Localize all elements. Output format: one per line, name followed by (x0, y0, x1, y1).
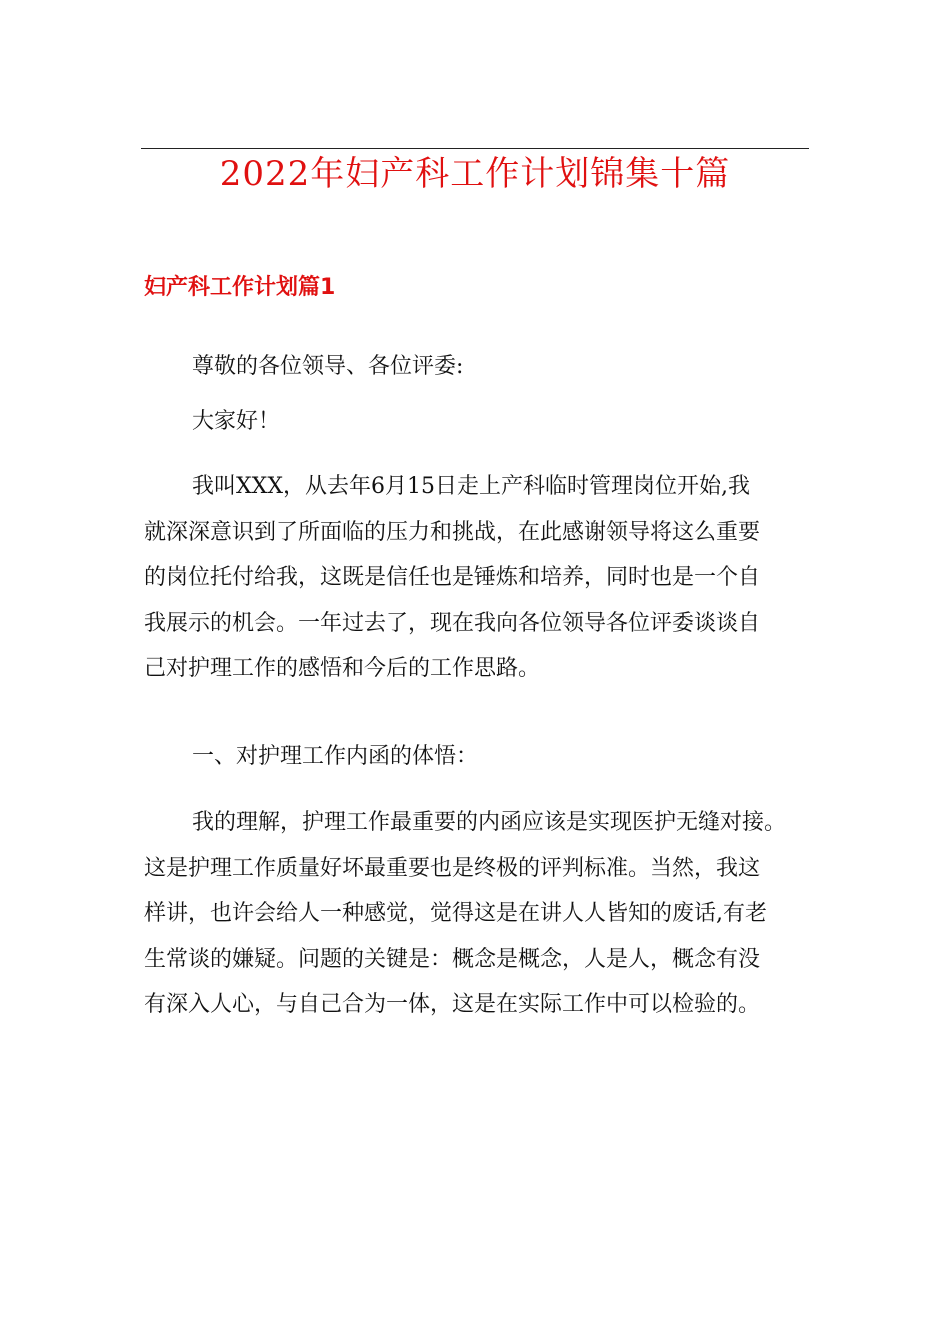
section-heading: 妇产科工作计划篇1 (144, 275, 336, 300)
paragraph-line: 我展示的机会。一年过去了，现在我向各位领导各位评委谈谈自 (144, 610, 761, 636)
paragraph-line: 我的理解，护理工作最重要的内函应该是实现医护无缝对接。 (192, 810, 787, 835)
salutation-text: 尊敬的各位领导、各位评委: (192, 354, 464, 379)
paragraph-line: 的岗位托付给我，这既是信任也是锤炼和培养，同时也是一个自 (144, 565, 761, 590)
paragraph-line: 生常谈的嫌疑。问题的关键是：概念是概念，人是人，概念有没 (144, 946, 761, 972)
subheading-text: 一、对护理工作内函的体悟： (192, 744, 479, 769)
paragraph-line: 样讲，也许会给人一种感觉，觉得这是在讲人人皆知的废话,有老 (144, 901, 767, 926)
paragraph-line: 己对护理工作的感悟和今后的工作思路。 (144, 656, 541, 681)
paragraph-line: 有深入人心，与自己合为一体，这是在实际工作中可以检验的。 (144, 992, 761, 1017)
subheading-paragraph (144, 734, 810, 780)
paragraph-line: 这是护理工作质量好坏最重要也是终极的评判标准。当然，我这 (144, 855, 761, 881)
salutation-paragraph (144, 344, 810, 390)
greeting-text: 大家好！ (192, 409, 281, 434)
document-title: 2022年妇产科工作计划锦集十篇 (219, 154, 731, 194)
body-paragraph-2 (144, 800, 810, 1028)
body-paragraph-1 (144, 464, 810, 692)
paragraph-line: 就深深意识到了所面临的压力和挑战，在此感谢领导将这么重要 (144, 519, 761, 545)
header-rule (141, 148, 809, 149)
greeting-paragraph (144, 399, 810, 445)
paragraph-line: 我叫XXX，从去年6月15日走上产科临时管理岗位开始,我 (192, 474, 750, 499)
